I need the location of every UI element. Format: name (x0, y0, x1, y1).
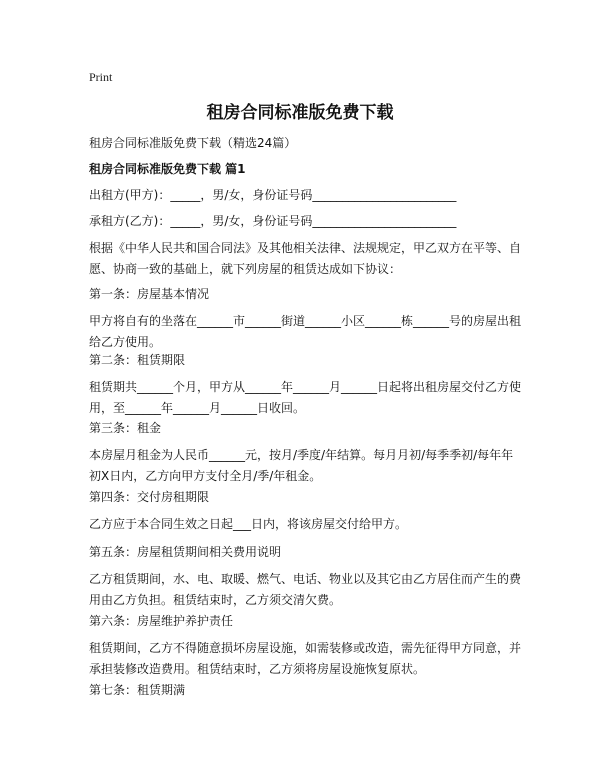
article-3-line-1: 本房屋月租金为人民币______元，按月/季度/年结算。每月月初/每季季初/每年年 (89, 448, 514, 462)
article-5-line-2: 用由乙方负担。租赁结束时，乙方须交清欠费。 (89, 593, 342, 607)
article-1-line-1: 甲方将自有的坐落在______市______街道______小区______栋______号的房屋出租 (89, 314, 522, 328)
article-4-line-1: 乙方应于本合同生效之日起___日内，将该房屋交付给甲方。 (89, 517, 408, 531)
article-3-body (89, 445, 521, 487)
article-7-title: 第七条：租赁期满 (89, 683, 186, 697)
article-5-body (89, 569, 521, 611)
article-2-line-1: 租赁期共______个月，甲方从______年______月______日起将出租房屋交付乙方使 (89, 380, 522, 394)
intro-line-2: 愿、协商一致的基础上，就下列房屋的租赁达成如下协议： (89, 262, 402, 276)
lessee-line: 承租方(乙方)：_____，男/女，身份证号码________________________ (89, 214, 457, 228)
article-2-title: 第二条：租赁期限 (89, 353, 186, 367)
lessor-line: 出租方(甲方)：_____，男/女，身份证号码________________________ (89, 188, 457, 202)
article-5-line-1: 乙方租赁期间，水、电、取暖、燃气、电话、物业以及其它由乙方居住而产生的费 (89, 572, 522, 586)
article-3-line-2: 初X日内，乙方向甲方支付全月/季/年租金。 (89, 469, 322, 483)
document-subtitle: 租房合同标准版免费下载（精选24篇） (89, 136, 297, 150)
article-2-line-2: 用，至______年______月______日收回。 (89, 401, 306, 415)
article-4-body (89, 514, 521, 535)
article-6-line-1: 租赁期间，乙方不得随意损坏房屋设施，如需装修或改造，需先征得甲方同意，并 (89, 641, 522, 655)
intro-line-1: 根据《中华人民共和国合同法》及其他相关法律、法规规定，甲乙双方在平等、自 (89, 241, 522, 255)
intro-paragraph (89, 238, 521, 280)
document-title: 租房合同标准版免费下载 (206, 103, 394, 123)
article-2-body (89, 377, 521, 419)
article-3-title: 第三条：租金 (89, 421, 162, 435)
article-4-title: 第四条：交付房租期限 (89, 490, 210, 504)
article-6-title: 第六条：房屋维护养护责任 (89, 614, 234, 628)
article-1-title: 第一条：房屋基本情况 (89, 287, 210, 301)
section-heading: 租房合同标准版免费下载 篇1 (89, 162, 246, 176)
article-6-body (89, 638, 521, 680)
article-1-line-2: 给乙方使用。 (89, 335, 162, 349)
print-label[interactable]: Print (89, 70, 113, 84)
article-5-title: 第五条：房屋租赁期间相关费用说明 (89, 545, 282, 559)
article-6-line-2: 承担装修改造费用。租赁结束时，乙方须将房屋设施恢复原状。 (89, 662, 426, 676)
article-1-body (89, 311, 521, 353)
